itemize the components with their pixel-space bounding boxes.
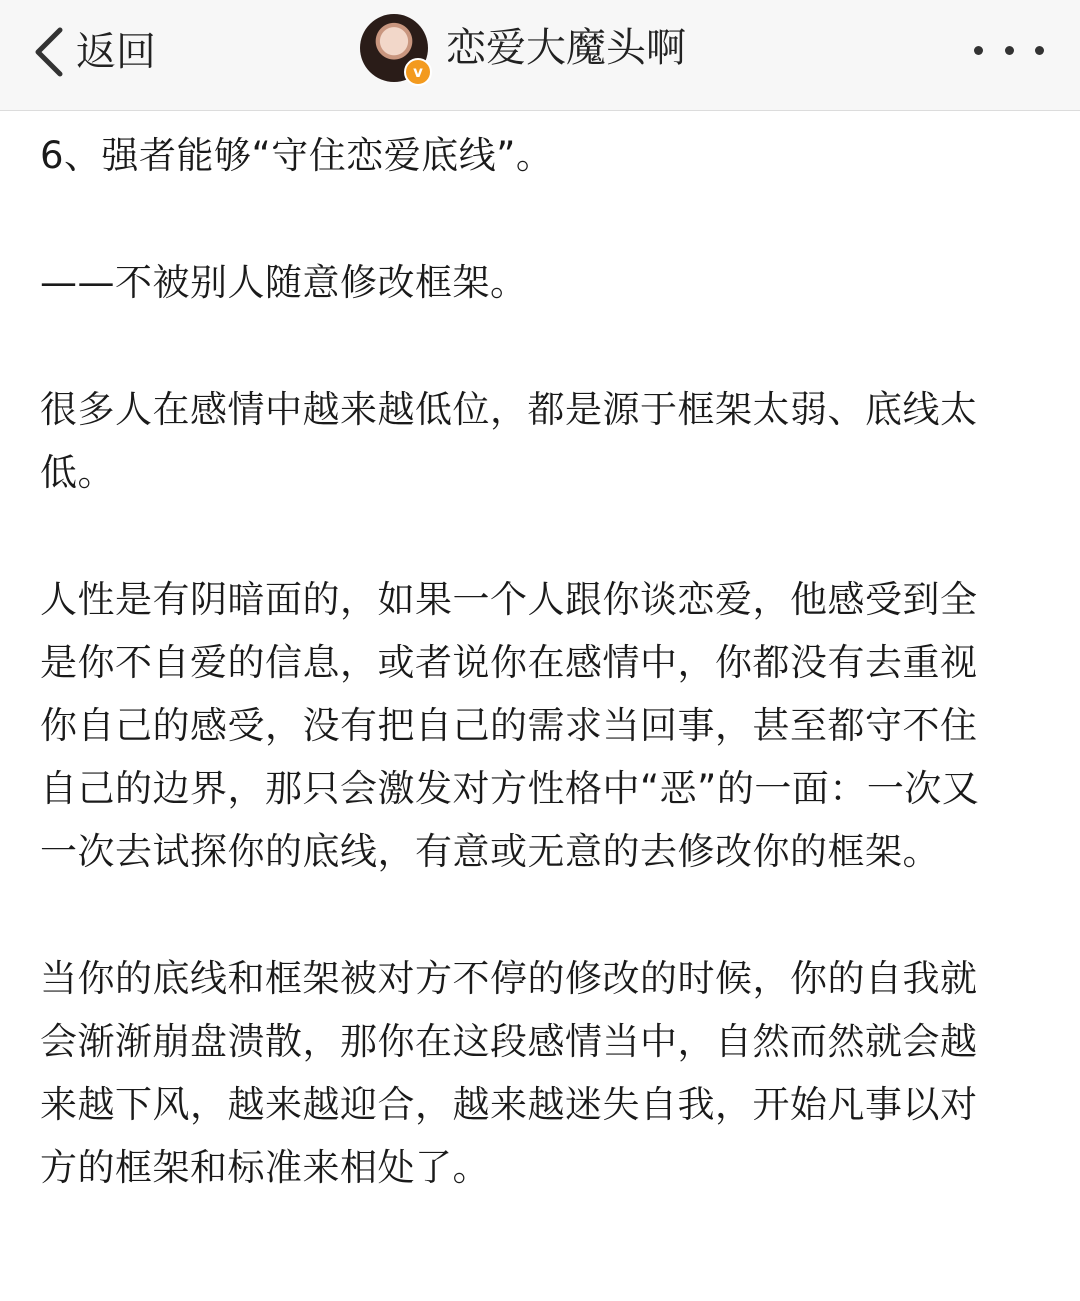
avatar[interactable] [360,14,428,82]
author-username[interactable]: 恋爱大魔头啊 [446,25,686,71]
paragraph-gap [40,187,1010,251]
more-dot-icon [974,46,983,55]
post-content [40,124,1010,1199]
post-paragraph: 当你的底线和框架被对方不停的修改的时候，你的自我就会渐渐崩盘溃散，那你在这段感情当中，自然而然就会越来越下风，越来越迎合，越来越迷失自我，开始凡事以对方的框架和标准来相处了。 [40,957,978,1189]
post-paragraph: 人性是有阴暗面的，如果一个人跟你谈恋爱，他感受到全是你不自爱的信息，或者说你在感情中，你都没有去重视你自己的感受，没有把自己的需求当回事，甚至都守不住自己的边界，那只会激发对方性格中“恶”的一面：一次又一次去试探你的底线，有意或无意的去修改你的框架。 [40,578,980,873]
paragraph-gap [40,314,1010,378]
paragraph-gap [40,883,1010,947]
top-navigation-bar [0,0,1080,111]
author-profile[interactable] [360,12,686,84]
post-paragraph: 很多人在感情中越来越低位，都是源于框架太弱、底线太低。 [40,388,978,494]
post-paragraph: ——不被别人随意修改框架。 [40,261,528,304]
paragraph-gap [40,504,1010,568]
more-dot-icon [1035,46,1044,55]
verified-badge-icon: v [404,58,432,86]
post-paragraph: 6、强者能够“守住恋爱底线”。 [40,134,554,177]
chevron-left-icon [30,22,70,82]
more-dot-icon [1005,46,1014,55]
back-button[interactable] [30,22,156,82]
more-options-button[interactable] [974,30,1044,70]
back-label: 返回 [76,29,156,75]
